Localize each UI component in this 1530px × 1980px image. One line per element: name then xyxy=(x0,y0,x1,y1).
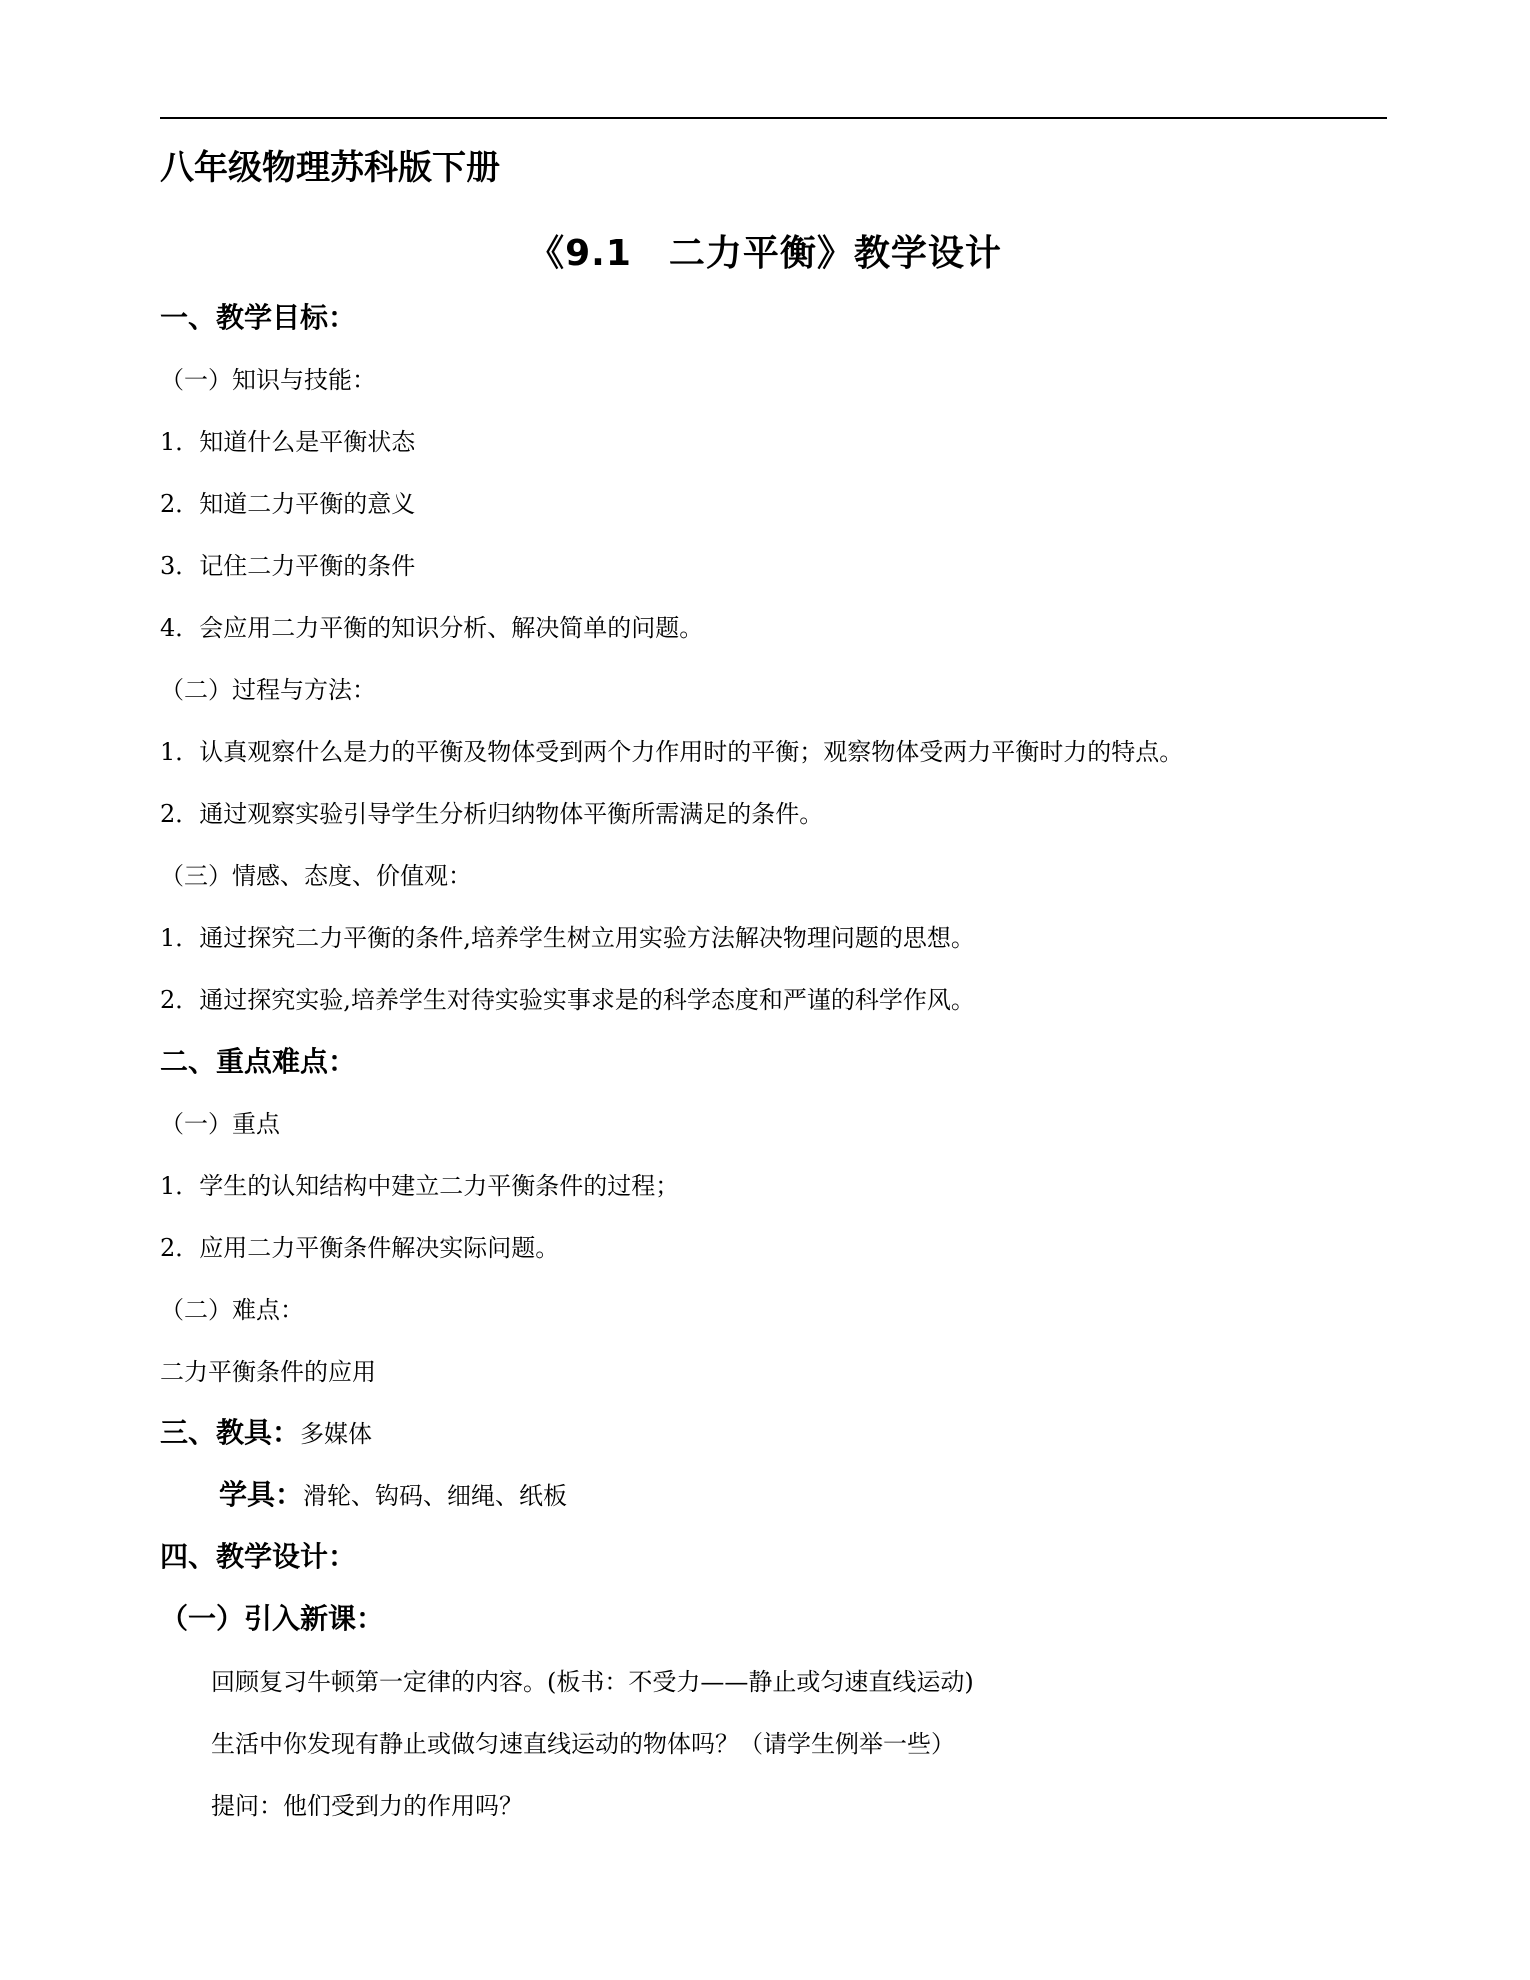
section-heading-objectives: 一、教学目标： xyxy=(160,301,357,334)
list-item: 1．知道什么是平衡状态 xyxy=(160,428,416,456)
paragraph: 提问：他们受到力的作用吗？ xyxy=(211,1792,523,1820)
subsection-introduction: （一）引入新课： xyxy=(160,1602,385,1635)
learning-aids-value: 滑轮、钩码、细绳、纸板 xyxy=(303,1482,568,1510)
teaching-aids-label: 三、教具： xyxy=(160,1416,301,1449)
teaching-aids-line xyxy=(160,1416,373,1449)
section-heading-key-points: 二、重点难点： xyxy=(160,1045,357,1078)
subsection-knowledge-skills: （一）知识与技能： xyxy=(160,366,376,394)
list-item: 1．认真观察什么是力的平衡及物体受到两个力作用时的平衡；观察物体受两力平衡时力的特点。 xyxy=(160,738,1184,766)
paragraph: 生活中你发现有静止或做匀速直线运动的物体吗？（请学生例举一些） xyxy=(211,1730,955,1758)
difficulty-text: 二力平衡条件的应用 xyxy=(160,1358,376,1386)
learning-aids-line xyxy=(219,1478,568,1511)
header-rule xyxy=(160,117,1387,119)
section-heading-design: 四、教学设计： xyxy=(160,1540,357,1573)
subsection-attitudes-values: （三）情感、态度、价值观： xyxy=(160,862,472,890)
subsection-key-points: （一）重点 xyxy=(160,1110,280,1138)
list-item: 4．会应用二力平衡的知识分析、解决简单的问题。 xyxy=(160,614,704,642)
list-item: 2．通过观察实验引导学生分析归纳物体平衡所需满足的条件。 xyxy=(160,800,824,828)
document-title: 《9.1 二力平衡》教学设计 xyxy=(528,233,1002,274)
list-item: 2．知道二力平衡的意义 xyxy=(160,490,416,518)
list-item: 3．记住二力平衡的条件 xyxy=(160,552,416,580)
list-item: 1．学生的认知结构中建立二力平衡条件的过程； xyxy=(160,1172,680,1200)
learning-aids-label: 学具： xyxy=(219,1478,304,1511)
grade-line: 八年级物理苏科版下册 xyxy=(160,148,500,188)
subsection-process-methods: （二）过程与方法： xyxy=(160,676,376,704)
subsection-difficulties: （二）难点： xyxy=(160,1296,304,1324)
teaching-aids-value: 多媒体 xyxy=(300,1420,373,1448)
paragraph: 回顾复习牛顿第一定律的内容。(板书：不受力——静止或匀速直线运动) xyxy=(211,1668,974,1696)
list-item: 2．应用二力平衡条件解决实际问题。 xyxy=(160,1234,560,1262)
list-item: 1．通过探究二力平衡的条件,培养学生树立用实验方法解决物理问题的思想。 xyxy=(160,924,975,952)
list-item: 2．通过探究实验,培养学生对待实验实事求是的科学态度和严谨的科学作风。 xyxy=(160,986,975,1014)
